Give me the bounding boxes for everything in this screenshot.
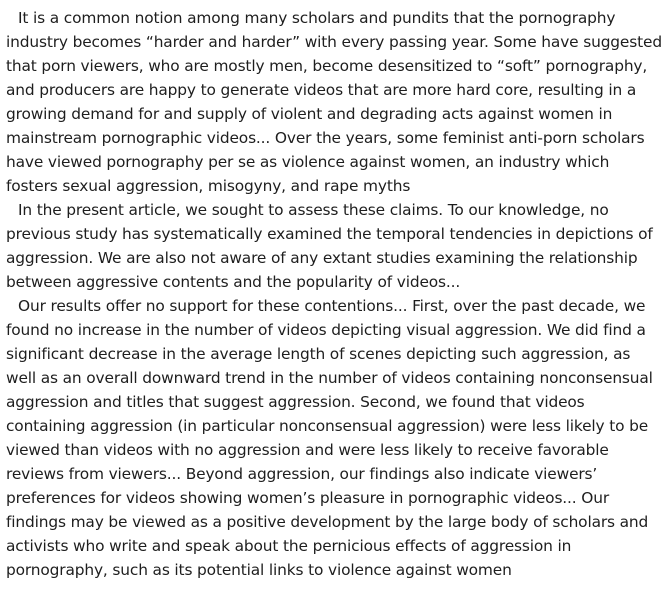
paragraph-results: Our results offer no support for these contentions... First, over the past decade, we found no increase in the number of videos depicting visual aggression. We did find a significant decrease in the average length of scenes depicting such aggression, as well as an overall downward trend in the number of videos containing nonconsensual aggression and titles that suggest aggression. Second, we found that videos containing aggression (in particular nonconsensual aggression) were less likely to be viewed than videos with no aggression and were less likely to receive favorable reviews from viewers... Beyond aggression, our findings also indicate viewers’ preferences for videos showing women’s pleasure in pornographic videos... Our findings may be viewed as a positive development by the large body of scholars and activists who write and speak about the pernicious effects of aggression in pornography, such as its potential links to violence against women xyxy=(6,297,653,579)
paragraph-claims: It is a common notion among many scholars and pundits that the pornography industry becomes “harder and harder” with every passing year. Some have suggested that porn viewers, who are mostly men, become desensitized to “soft” pornography, and producers are happy to generate videos that are more hard core, resulting in a growing demand for and supply of violent and degrading acts against women in mainstream pornographic videos... Over the years, some feminist anti-porn scholars have viewed pornography per se as violence against women, an industry which fosters sexual aggression, misogyny, and rape myths xyxy=(6,9,662,195)
paragraph-present-article: In the present article, we sought to assess these claims. To our knowledge, no previous study has systematically examined the temporal tendencies in depictions of aggression. We are also not aware of any extant studies examining the relationship between aggressive contents and the popularity of videos... xyxy=(6,201,653,291)
